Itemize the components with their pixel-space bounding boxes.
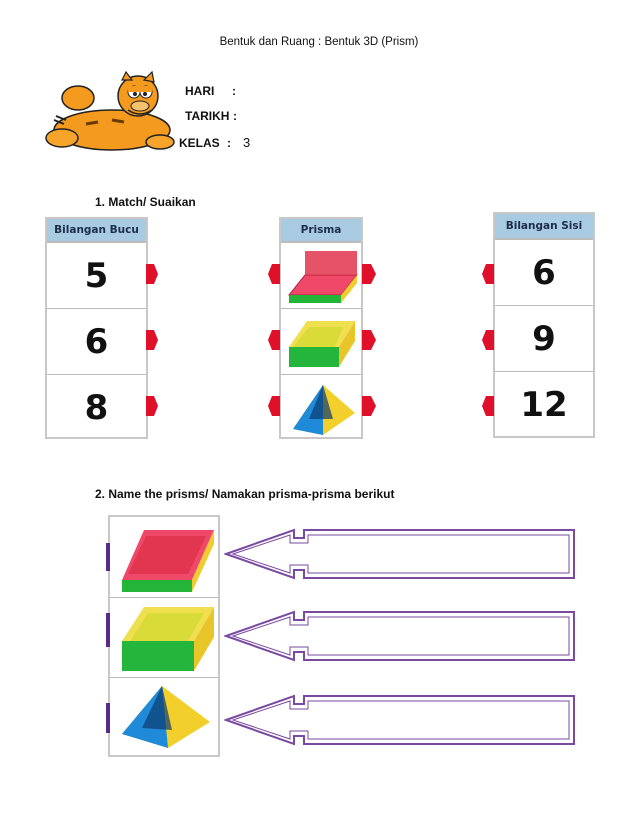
prisma-table — [279, 217, 363, 439]
prisma-cell-rectangular — [281, 242, 361, 308]
prisma-cell-triangular — [281, 374, 361, 440]
prisma-right-connector-tabs[interactable] — [362, 262, 376, 422]
sisi-header: Bilangan Sisi — [495, 214, 593, 239]
rectangular-prism-icon — [114, 520, 214, 594]
prisma-cell-pentagonal — [281, 308, 361, 374]
rectangular-prism-icon — [283, 247, 359, 305]
kelas-value: 3 — [243, 135, 251, 150]
sisi-connector-tabs[interactable] — [482, 262, 494, 422]
pentagonal-prism-icon — [283, 313, 359, 371]
prisma-left-connector-tabs[interactable] — [268, 262, 280, 422]
left-marker — [106, 543, 110, 571]
hari-colon: : — [232, 84, 236, 98]
prisma-header: Prisma — [281, 219, 361, 242]
left-marker — [106, 703, 110, 733]
bucu-cell: 5 — [47, 242, 146, 308]
page-title: Bentuk dan Ruang : Bentuk 3D (Prism) — [219, 36, 419, 48]
answer-arrow-2[interactable] — [224, 610, 576, 662]
sisi-cell: 9 — [495, 305, 593, 371]
answer-arrow-3[interactable] — [224, 694, 576, 746]
sisi-cell: 6 — [495, 239, 593, 305]
kelas-label: KELAS — [179, 136, 220, 150]
tarikh-colon: : — [233, 109, 237, 123]
sisi-cell: 12 — [495, 371, 593, 437]
hari-label: HARI — [185, 84, 215, 98]
bucu-connector-tabs[interactable] — [146, 262, 158, 422]
section2-prism-box — [108, 515, 220, 757]
section2-row-triangular — [110, 677, 218, 755]
tarikh-label: TARIKH — [185, 109, 230, 123]
garfield-mascot-icon — [42, 68, 182, 158]
sisi-table — [493, 212, 595, 438]
bucu-table — [45, 217, 148, 439]
section2-heading: 2. Name the prisms/ Namakan prisma-prisma berikut — [95, 487, 395, 501]
bucu-cell: 6 — [47, 308, 146, 374]
left-marker — [106, 613, 110, 647]
section2-row-rectangular — [110, 517, 218, 597]
section1-heading: 1. Match/ Suaikan — [95, 195, 196, 209]
triangular-prism-icon — [114, 682, 214, 752]
answer-arrow-1[interactable] — [224, 528, 576, 580]
triangular-prism-icon — [283, 379, 359, 437]
bucu-cell: 8 — [47, 374, 146, 440]
pentagonal-prism-icon — [114, 601, 214, 675]
kelas-colon: : — [227, 136, 231, 150]
bucu-header: Bilangan Bucu — [47, 219, 146, 242]
section2-row-pentagonal — [110, 597, 218, 677]
